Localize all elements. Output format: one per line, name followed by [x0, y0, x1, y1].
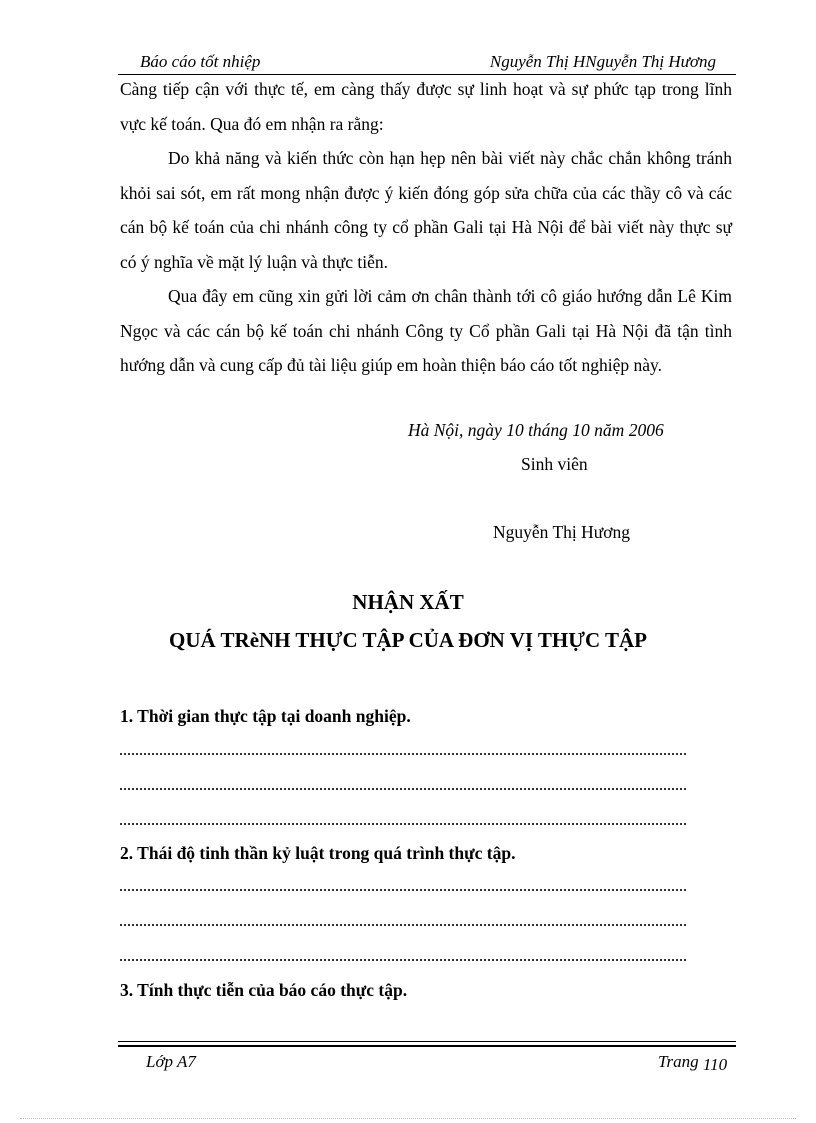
- dotted-answer-line: [120, 924, 686, 926]
- signature-role: Sinh viên: [521, 454, 588, 474]
- page-bottom-edge: [20, 1118, 796, 1119]
- paragraph-2: Do khả năng và kiến thức còn hạn hẹp nên bài viết này chắc chắn không tránh khỏi sai sót, em rất mong nhận được ý kiến đóng góp sửa chữa của các thầy cô và các cán bộ kế toán của chi nhánh công ty cổ phần Gali tại Hà Nội để bài viết này thực sự có ý nghĩa về mặt lý luận và thực tiễn.: [120, 148, 732, 272]
- dotted-answer-line: [120, 823, 686, 825]
- footer-page: [658, 1052, 727, 1072]
- body-text: [120, 72, 732, 383]
- page-label: Trang: [658, 1052, 699, 1071]
- signature-name: Nguyễn Thị Hương: [493, 522, 631, 542]
- header-title: Báo cáo tốt nhiệp: [140, 52, 261, 71]
- dotted-answer-line: [120, 959, 686, 961]
- dotted-answer-line: [120, 753, 686, 755]
- dotted-answer-line: [120, 788, 686, 790]
- page-header: [118, 52, 736, 72]
- page-number: 110: [702, 1055, 728, 1074]
- footer-rule: [118, 1045, 736, 1047]
- assessment-subtitle: QUÁ TRèNH THỰC TẬP CỦA ĐƠN VỊ THỰC TẬP: [168, 628, 647, 652]
- footer-class: Lớp A7: [146, 1052, 196, 1071]
- assessment-title: NHẬN XẤT: [352, 590, 464, 614]
- section-heading-2: 2. Thái độ tinh thần kỷ luật trong quá trình thực tập.: [120, 843, 516, 863]
- dotted-answer-line: [120, 889, 686, 891]
- footer-rule: [118, 1041, 736, 1042]
- section-heading-1: 1. Thời gian thực tập tại doanh nghiệp.: [120, 706, 411, 726]
- paragraph-1: Càng tiếp cận với thực tế, em càng thấy được sự linh hoạt và sự phức tạp trong lĩnh vực kế toán. Qua đó em nhận ra rằng:: [120, 79, 732, 134]
- signature-date: Hà Nội, ngày 10 tháng 10 năm 2006: [408, 420, 664, 440]
- paragraph-3: Qua đây em cũng xin gửi lời cảm ơn chân thành tới cô giáo hướng dẫn Lê Kim Ngọc và các cán bộ kế toán chi nhánh Công ty Cổ phần Gali tại Hà Nội đã tận tình hướng dẫn và cung cấp đủ tài liệu giúp em hoàn thiện báo cáo tốt nghiệp này.: [120, 286, 732, 375]
- header-author: Nguyễn Thị HNguyễn Thị Hương: [489, 52, 716, 71]
- section-heading-3: 3. Tính thực tiễn của báo cáo thực tập.: [120, 980, 408, 1000]
